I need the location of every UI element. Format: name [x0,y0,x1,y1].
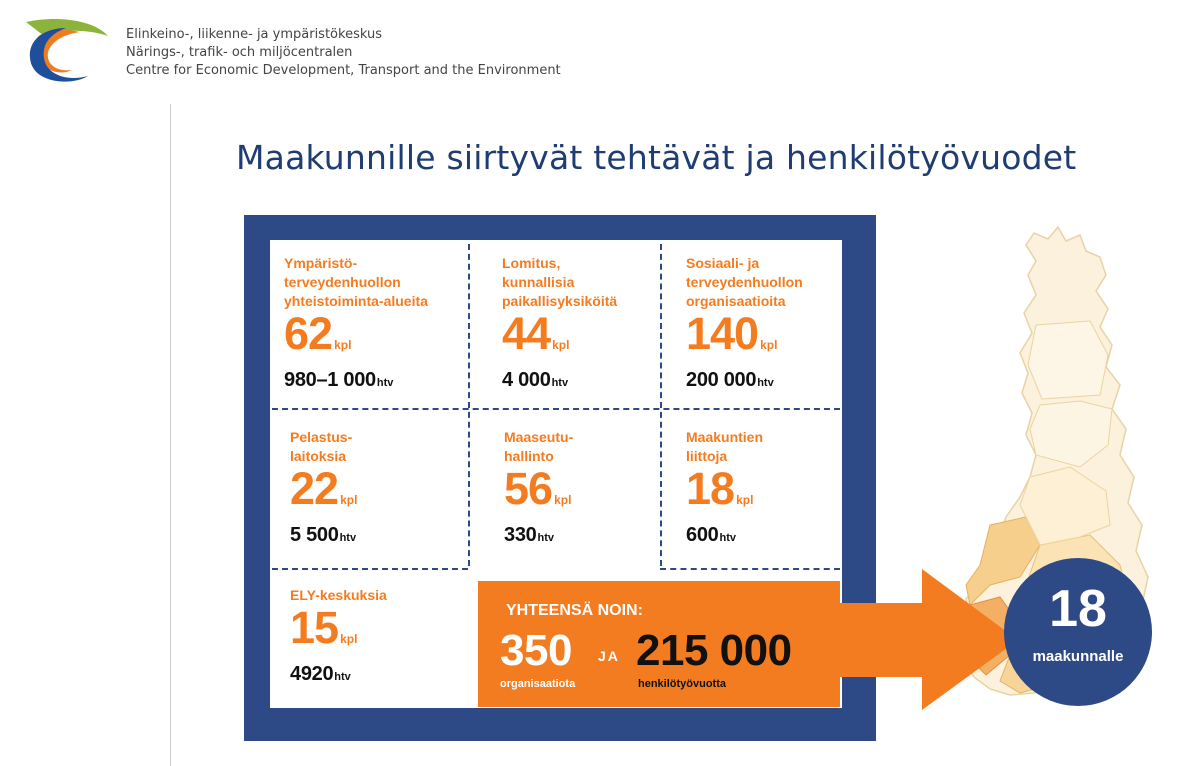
stat-count: 15 kpl [290,602,358,653]
stat-cell-environmental-health [284,254,428,395]
stat-person-years: 5 500htv [290,524,357,546]
stat-label: Maakuntien liittoja [686,429,764,464]
stat-count: 44 kpl [502,308,570,359]
grid-divider [468,244,470,566]
divider-line [170,104,171,766]
stat-label: Maaseutu- hallinto [504,429,574,464]
stat-label: Lomitus, kunnallisia paikallisyksiköitä [502,255,618,309]
stat-person-years: 980–1 000htv [284,369,394,391]
stat-count: 62 kpl [284,308,352,359]
stat-count: 56 kpl [504,463,572,514]
stat-label: Ympäristö- terveydenhuollon yhteistoiminta-alueita [284,255,428,309]
stat-person-years: 4 000htv [502,369,569,391]
stat-label: Pelastus- laitoksia [290,429,353,464]
result-label: maakunnalle [1032,648,1124,665]
stat-person-years: 330htv [504,524,554,546]
stat-person-years: 600htv [686,524,736,546]
result-number: 18 [1049,580,1107,638]
stat-cell-social-health [686,254,803,395]
total-heading: YHTEENSÄ NOIN: [506,602,643,619]
organization-name [126,26,561,80]
org-name-english: Centre for Economic Development, Transport and the Environment [126,63,561,78]
stat-count: 18 kpl [686,463,754,514]
total-and: JA [598,648,620,664]
grid-divider [660,244,662,566]
total-person-years: 215 000 [636,626,792,675]
stat-cell-regional-councils [686,428,763,550]
stat-cell-relief-services [502,254,617,395]
stat-cell-rescue-departments [290,428,357,550]
result-circle [1004,558,1152,706]
stat-cell-ely-centres [290,586,387,689]
ely-logo [22,14,110,86]
stat-person-years: 200 000htv [686,369,774,391]
stat-count: 140 kpl [686,308,778,359]
grid-divider [272,408,840,410]
stat-count: 22 kpl [290,463,358,514]
stat-cell-rural-administration [504,428,573,550]
grid-divider [272,568,468,570]
total-person-years-label: henkilötyövuotta [638,678,727,690]
org-name-swedish: Närings-, trafik- och miljöcentralen [126,45,353,60]
stat-label: ELY-keskuksia [290,587,387,603]
total-organizations: 350 [500,626,572,675]
stat-label: Sosiaali- ja terveydenhuollon organisaatioita [686,255,803,309]
stat-person-years: 4920htv [290,663,351,685]
total-organizations-label: organisaatiota [500,678,576,690]
slide-title: Maakunnille siirtyvät tehtävät ja henkilötyövuodet [236,138,1077,177]
org-name-finnish: Elinkeino-, liikenne- ja ympäristökeskus [126,27,382,42]
